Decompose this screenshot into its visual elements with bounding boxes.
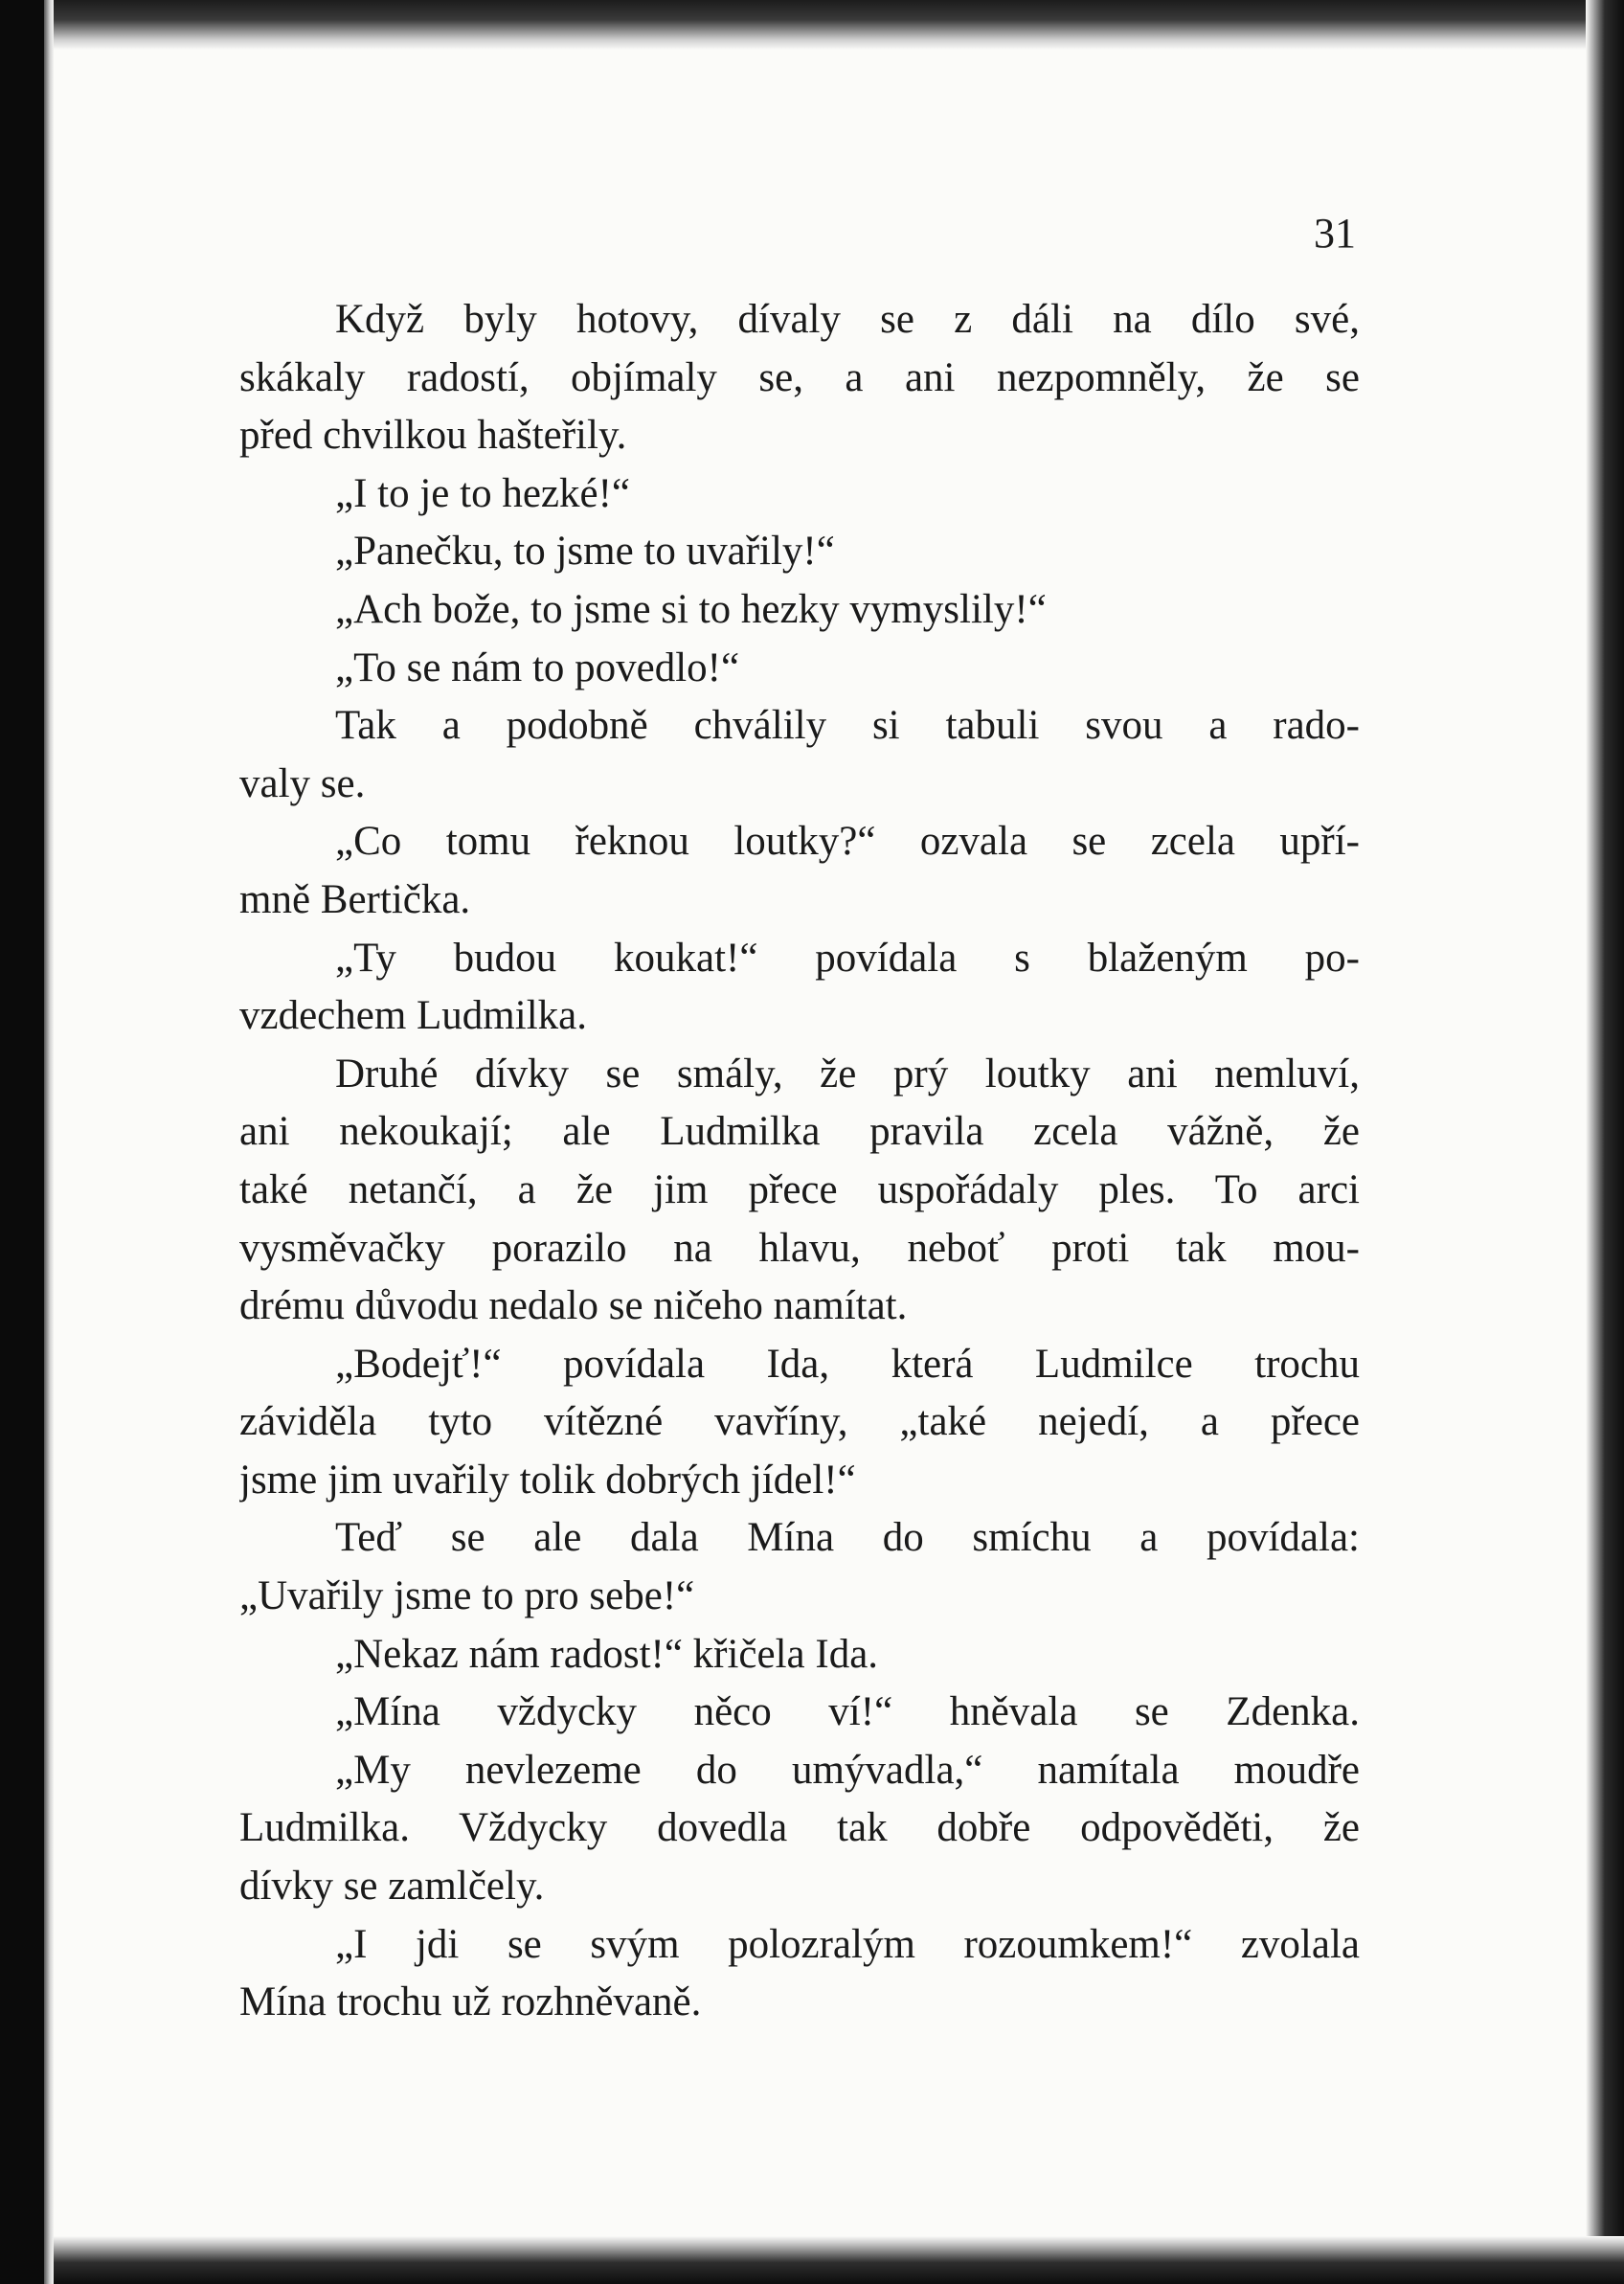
text-line: „My nevlezeme do umývadla,“ namítala moudře <box>335 1747 1360 1793</box>
scan-left-border <box>0 0 44 2284</box>
text-line: „Ach bože, to jsme si to hezky vymyslily!“ <box>335 586 1047 632</box>
scan-left-edge-shadow <box>44 0 54 2284</box>
text-line: „To se nám to povedlo!“ <box>335 644 740 690</box>
text-line: „I jdi se svým polozralým rozoumkem!“ zvolala <box>335 1921 1360 1967</box>
text-line: „Panečku, to jsme to uvařily!“ <box>335 529 835 575</box>
text-line: ani nekoukají; ale Ludmilka pravila zcela vážně, že <box>239 1109 1360 1155</box>
text-line: Když byly hotovy, dívaly se z dáli na dílo své, <box>335 297 1360 342</box>
text-line: „I to je to hezké!“ <box>335 470 630 516</box>
text-line: mně Bertička. <box>239 876 471 922</box>
text-line: vysměvačky porazilo na hlavu, neboť proti tak mou- <box>239 1225 1360 1271</box>
text-line: „Bodejť!“ povídala Ida, která Ludmilce trochu <box>335 1341 1360 1387</box>
text-line: záviděla tyto vítězné vavříny, „také nejedí, a přece <box>239 1399 1360 1445</box>
text-line: Druhé dívky se smály, že prý loutky ani nemluví, <box>335 1051 1360 1097</box>
text-line: valy se. <box>239 760 366 806</box>
scan-bottom-edge-shadow <box>54 2236 1624 2284</box>
text-line: „Mína vždycky něco ví!“ hněvala se Zdenka. <box>335 1689 1360 1735</box>
text-line: dívky se zamlčely. <box>239 1864 545 1910</box>
text-line: skákaly radostí, objímaly se, a ani nezpomněly, že se <box>239 354 1360 400</box>
text-line: Mína trochu už rozhněvaně. <box>239 1979 702 2025</box>
text-line: „Ty budou koukat!“ povídala s blaženým po- <box>335 935 1360 981</box>
text-line: před chvilkou hašteřily. <box>239 413 627 459</box>
page-number: 31 <box>1314 210 1356 257</box>
text-line: také netančí, a že jim přece uspořádaly ples. To arci <box>239 1166 1360 1212</box>
text-line: jsme jim uvařily tolik dobrých jídel!“ <box>239 1457 856 1503</box>
text-line: vzdechem Ludmilka. <box>239 993 587 1039</box>
text-line: drému důvodu nedalo se ničeho namítat. <box>239 1283 908 1329</box>
scan-top-edge-shadow <box>54 0 1624 50</box>
text-line: Teď se ale dala Mína do smíchu a povídala: <box>335 1515 1360 1561</box>
text-line: „Nekaz nám radost!“ křičela Ida. <box>335 1631 879 1677</box>
text-line: Ludmilka. Vždycky dovedla tak dobře odpověděti, že <box>239 1805 1360 1851</box>
scan-right-edge-shadow <box>1586 0 1624 2284</box>
text-line: „Uvařily jsme to pro sebe!“ <box>239 1573 695 1619</box>
body-text <box>239 291 1360 2032</box>
text-line: Tak a podobně chválily si tabuli svou a rado- <box>335 703 1360 749</box>
text-line: „Co tomu řeknou loutky?“ ozvala se zcela upří- <box>335 819 1360 865</box>
